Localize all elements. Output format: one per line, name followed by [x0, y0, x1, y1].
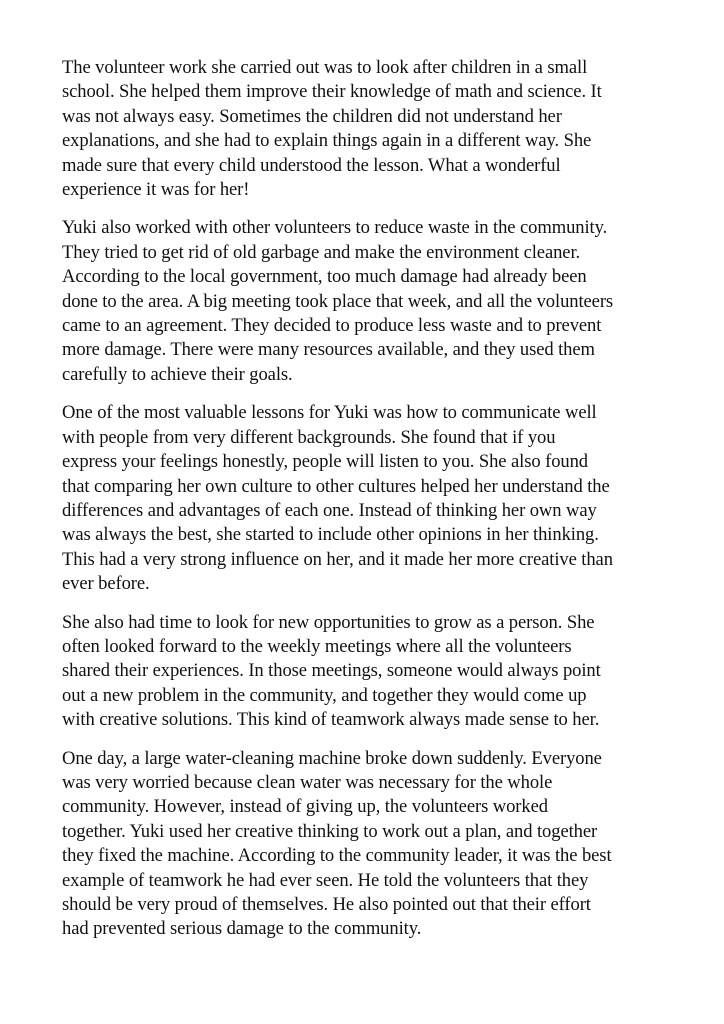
- text-line: often looked forward to the weekly meetings where all the volunteers: [62, 635, 572, 657]
- text-line: school. She helped them improve their knowledge of math and science. It: [62, 81, 602, 103]
- paragraph-5: [62, 747, 678, 942]
- text-line: done to the area. A big meeting took place that week, and all the volunteers: [62, 290, 614, 312]
- text-line: should be very proud of themselves. He also pointed out that their effort: [62, 894, 591, 915]
- text-line: was always the best, she started to include other opinions in her thinking.: [62, 524, 599, 546]
- text-line: with people from very different backgrounds. She found that if you: [62, 426, 556, 448]
- text-line: One of the most valuable lessons for Yuki was how to communicate well: [62, 402, 597, 424]
- text-line: they fixed the machine. According to the community leader, it was the best: [62, 845, 612, 867]
- text-line: was very worried because clean water was necessary for the whole: [62, 771, 553, 793]
- text-line: more damage. There were many resources available, and they used them: [62, 339, 595, 361]
- paragraph-4: [62, 611, 678, 733]
- paragraph-1: [62, 56, 678, 202]
- text-line: had prevented serious damage to the community.: [62, 918, 422, 940]
- text-line: differences and advantages of each one. Instead of thinking her own way: [62, 499, 597, 521]
- document-page: [62, 56, 678, 956]
- text-line: was not always easy. Sometimes the children did not understand her: [62, 105, 562, 127]
- text-line: The volunteer work she carried out was to look after children in a small: [62, 57, 588, 78]
- text-line: One day, a large water-cleaning machine broke down suddenly. Everyone: [62, 747, 602, 769]
- text-line: Yuki also worked with other volunteers to reduce waste in the community.: [62, 217, 608, 239]
- text-line: This had a very strong influence on her, and it made her more creative than: [62, 548, 613, 570]
- paragraph-2: [62, 216, 678, 387]
- text-line: shared their experiences. In those meetings, someone would always point: [62, 660, 601, 682]
- text-line: explanations, and she had to explain things again in a different way. She: [62, 130, 592, 152]
- text-line: that comparing her own culture to other cultures helped her understand the: [62, 475, 610, 497]
- text-line: example of teamwork he had ever seen. He told the volunteers that they: [62, 869, 589, 891]
- text-line: experience it was for her!: [62, 179, 250, 201]
- text-line: with creative solutions. This kind of teamwork always made sense to her.: [62, 709, 600, 731]
- text-line: According to the local government, too much damage had already been: [62, 266, 587, 288]
- text-line: They tried to get rid of old garbage and make the environment cleaner.: [62, 241, 581, 263]
- text-line: made sure that every child understood the lesson. What a wonderful: [62, 154, 561, 176]
- text-line: carefully to achieve their goals.: [62, 363, 293, 385]
- text-line: out a new problem in the community, and together they would come up: [62, 684, 587, 706]
- text-line: ever before.: [62, 573, 150, 595]
- paragraph-3: [62, 401, 678, 596]
- text-line: community. However, instead of giving up, the volunteers worked: [62, 796, 548, 818]
- text-line: together. Yuki used her creative thinking to work out a plan, and together: [62, 820, 598, 842]
- text-line: She also had time to look for new opportunities to grow as a person. She: [62, 611, 595, 633]
- text-line: came to an agreement. They decided to produce less waste and to prevent: [62, 315, 602, 337]
- text-line: express your feelings honestly, people will listen to you. She also found: [62, 451, 588, 473]
